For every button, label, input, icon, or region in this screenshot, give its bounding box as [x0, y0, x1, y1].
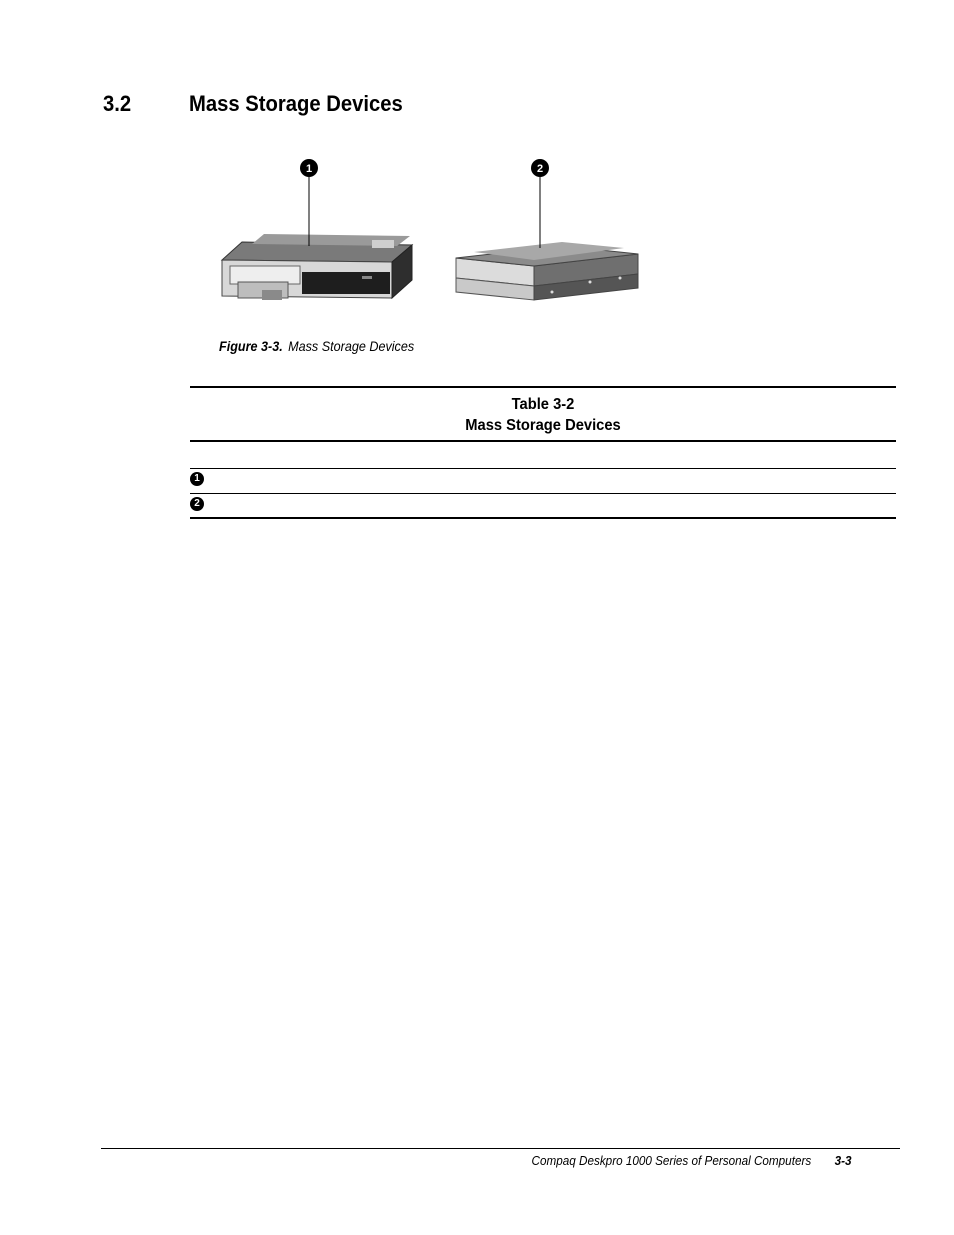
figure-label: Figure 3-3.	[219, 338, 283, 354]
figure-caption-text: Mass Storage Devices	[288, 338, 415, 354]
table-row-rule	[190, 468, 896, 469]
table-header-rule	[190, 440, 896, 442]
table-subtitle: Mass Storage Devices	[465, 417, 621, 434]
section-title: Mass Storage Devices	[189, 91, 403, 116]
footer-title: Compaq Deskpro 1000 Series of Personal Computers	[532, 1153, 812, 1168]
table-row-marker: 1	[190, 472, 204, 486]
diskette-drive-image	[222, 234, 412, 300]
table-row-marker: 2	[190, 497, 204, 511]
callout-2-label: 2	[536, 163, 544, 175]
section-number: 3.2	[103, 91, 132, 116]
table-row-rule	[190, 493, 896, 494]
callout-1	[300, 159, 318, 246]
hard-drive-image	[456, 242, 638, 300]
callout-1-label: 1	[305, 163, 313, 175]
table-top-rule	[190, 386, 896, 388]
footer-rule	[101, 1148, 900, 1149]
figure-caption	[219, 338, 414, 354]
callout-2	[531, 159, 549, 248]
table-title: Table 3-2	[511, 396, 575, 413]
page-number: 3-3	[835, 1153, 852, 1168]
mass-storage-figure	[212, 150, 644, 332]
table-bottom-rule	[190, 517, 896, 519]
page-footer	[532, 1153, 852, 1168]
